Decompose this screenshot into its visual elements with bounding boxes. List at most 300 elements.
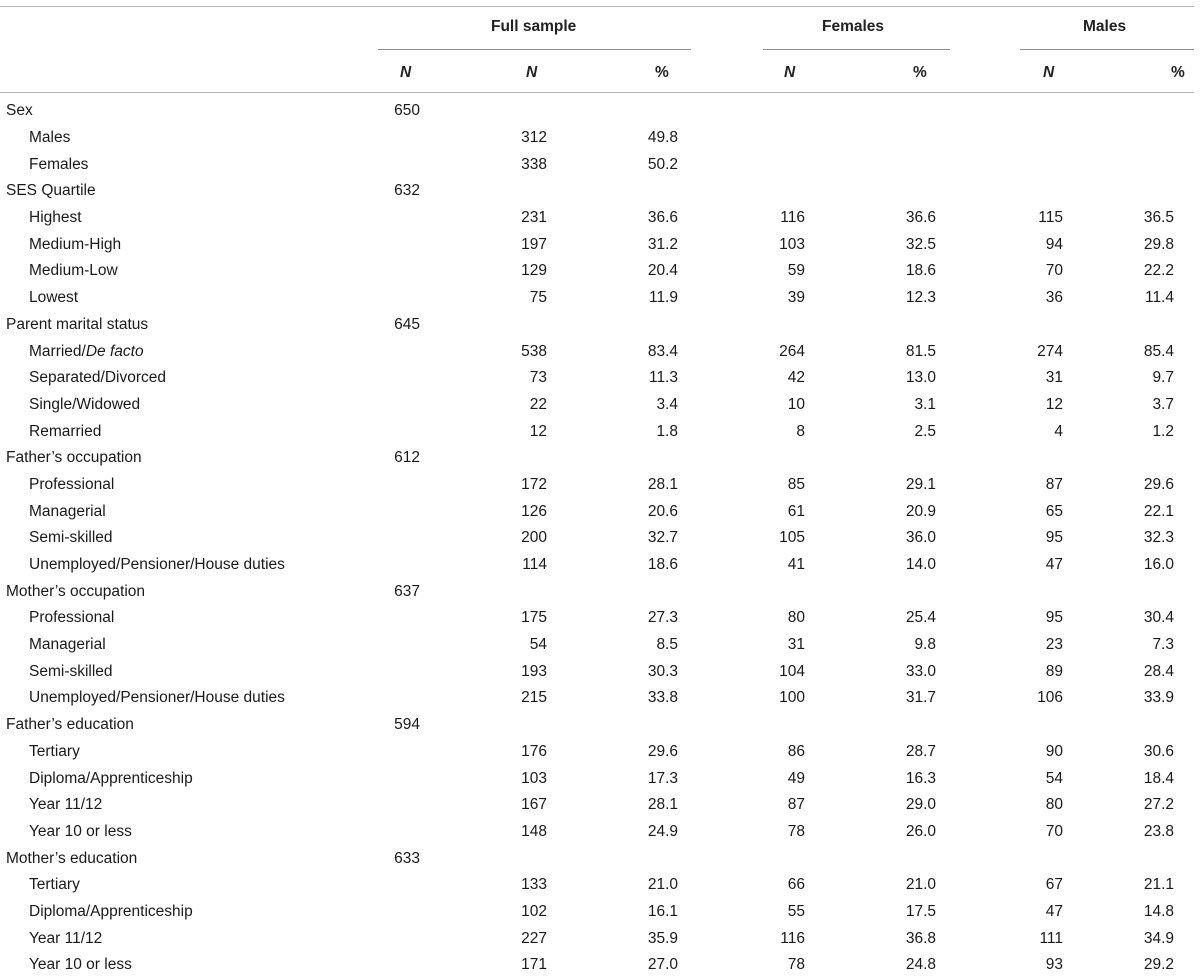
cell-f-pct: 20.9 [905,502,936,520]
cell-m-n: 47 [1045,556,1063,574]
row-label-text: Lowest [29,289,79,307]
cell-m-pct: 22.2 [1143,262,1174,280]
cell-full-n [420,178,547,205]
group-row [0,578,1174,605]
table-row [0,658,1174,685]
cell-f-pct: 2.5 [914,422,936,440]
cell-f-pct: 31.7 [905,689,936,707]
cell-m-pct [1063,151,1174,178]
cell-m-pct: 29.8 [1143,235,1174,253]
cell-m-pct: 9.7 [1152,369,1174,387]
group-row [0,712,1174,739]
cell-f-pct: 24.8 [905,956,936,974]
total-n-cell [380,151,420,178]
group-row [0,178,1174,205]
row-label [0,258,380,285]
cell-f-pct: 81.5 [905,342,936,360]
total-n-cell [380,658,420,685]
group-label [0,312,380,339]
cell-m-n: 70 [1045,822,1063,840]
cell-f-n: 31 [787,636,805,654]
row-label [0,739,380,766]
row-label-text: Parent marital status [6,315,149,333]
cell-f-pct: 33.0 [905,662,936,680]
cell-f-n: 87 [787,796,805,814]
group-label [0,845,380,872]
row-label [0,632,380,659]
total-n-cell [380,365,420,392]
total-n-cell: 633 [394,849,420,867]
total-n-cell [380,418,420,445]
cell-m-pct: 18.4 [1143,769,1174,787]
cell-full-pct [547,578,678,605]
cell-full-pct: 33.8 [647,689,678,707]
subheader-females-n: N [784,64,796,81]
cell-f-n: 59 [787,262,805,280]
total-n-cell [380,525,420,552]
cell-full-n: 175 [521,609,547,627]
cell-m-n [936,178,1063,205]
cell-m-n [936,845,1063,872]
row-label-text: Semi-skilled [29,529,113,547]
cell-m-n [936,151,1063,178]
cell-full-n [420,445,547,472]
row-label-text: Diploma/Apprenticeship [29,902,193,920]
cell-m-pct: 28.4 [1143,662,1174,680]
cell-f-pct [805,845,936,872]
cell-m-pct: 34.9 [1143,929,1174,947]
cell-full-n: 167 [521,796,547,814]
cell-f-pct [805,712,936,739]
row-label-text: SES Quartile [6,182,96,200]
total-n-cell [380,392,420,419]
cell-f-n: 80 [787,609,805,627]
cell-f-pct: 36.8 [905,929,936,947]
table-row [0,819,1174,846]
row-label [0,498,380,525]
cell-m-pct [1063,445,1174,472]
cell-full-pct: 27.0 [647,956,678,974]
cell-f-n: 42 [787,369,805,387]
row-label [0,872,380,899]
cell-f-n: 116 [780,929,805,947]
group-label [0,712,380,739]
cell-m-n: 115 [1038,209,1063,227]
cell-m-n: 95 [1045,609,1063,627]
table-row [0,605,1174,632]
total-n-cell: 594 [394,716,420,734]
males-rule [1020,49,1194,50]
cell-full-n: 102 [521,902,547,920]
subheader-females-pct: % [913,64,927,81]
table-row [0,685,1174,712]
cell-f-pct: 12.3 [905,289,936,307]
subheader-males-pct: % [1171,64,1185,81]
cell-full-n [420,98,547,125]
total-n-cell [380,819,420,846]
cell-m-n: 12 [1045,395,1063,413]
cell-f-n: 264 [779,342,805,360]
cell-f-pct: 3.1 [914,395,936,413]
cell-full-n [420,578,547,605]
cell-full-n: 22 [529,395,547,413]
cell-m-n: 80 [1045,796,1063,814]
cell-m-pct [1063,845,1174,872]
total-n-cell [380,952,420,979]
cell-f-pct [805,578,936,605]
total-n-cell: 650 [394,102,420,120]
cell-f-pct [805,98,936,125]
row-label [0,952,380,979]
table-row [0,632,1174,659]
cell-m-n: 67 [1045,876,1063,894]
row-label-text: Year 11/12 [29,796,103,814]
row-label-text: Medium-High [29,235,122,253]
row-label-text: Mother’s occupation [6,582,146,600]
cell-full-pct: 18.6 [647,556,678,574]
row-label-text: Diploma/Apprenticeship [29,769,193,787]
total-n-cell [380,605,420,632]
cell-f-n: 100 [779,689,805,707]
cell-full-pct: 3.4 [656,395,678,413]
cell-full-pct: 11.9 [648,289,678,307]
cell-full-n: 126 [521,502,547,520]
total-n-cell [380,205,420,232]
row-label-text: Managerial [29,636,106,654]
cell-m-n: 47 [1045,902,1063,920]
total-n-cell [380,899,420,926]
cell-full-n: 12 [529,422,547,440]
row-label [0,685,380,712]
row-label-text: Remarried [29,422,102,440]
cell-f-pct: 13.0 [905,369,936,387]
cell-f-n: 103 [779,235,805,253]
cell-m-pct: 32.3 [1143,529,1174,547]
cell-full-n: 312 [521,129,547,147]
cell-f-pct: 21.0 [905,876,936,894]
cell-full-n [420,712,547,739]
table-row [0,258,1174,285]
row-label [0,338,380,365]
row-label [0,765,380,792]
cell-m-n: 23 [1045,636,1063,654]
row-label [0,125,380,152]
cell-full-n: 171 [521,956,547,974]
row-label [0,658,380,685]
cell-f-n [678,98,805,125]
row-label-text: Year 10 or less [29,822,132,840]
total-n-cell [380,472,420,499]
row-label [0,899,380,926]
table-row [0,472,1174,499]
row-label [0,552,380,579]
total-n-cell [380,685,420,712]
row-label [0,392,380,419]
row-label-text: Tertiary [29,876,80,894]
total-n-cell [380,872,420,899]
table-row [0,925,1174,952]
cell-m-pct: 3.7 [1152,395,1174,413]
cell-f-n [678,845,805,872]
cell-full-n: 227 [521,929,547,947]
cell-m-n: 65 [1045,502,1063,520]
table-row [0,765,1174,792]
group-row [0,845,1174,872]
subheader-full-pct: % [655,64,669,81]
cell-full-n: 103 [521,769,547,787]
cell-full-pct: 1.8 [656,422,678,440]
cell-full-pct: 49.8 [647,129,678,147]
row-label-text: Semi-skilled [29,662,113,680]
cell-f-n: 41 [787,556,805,574]
cell-full-pct: 28.1 [647,475,678,493]
cell-f-pct [805,312,936,339]
cell-f-pct: 14.0 [905,556,936,574]
cell-m-pct: 1.2 [1152,422,1174,440]
group-label [0,445,380,472]
cell-m-n [936,578,1063,605]
subheader-males-n: N [1043,64,1055,81]
total-n-cell [380,285,420,312]
row-label-text: Married/ [29,342,86,360]
cell-m-pct [1063,312,1174,339]
total-n-cell: 645 [394,315,420,333]
cell-full-pct [547,712,678,739]
total-n-cell [380,792,420,819]
total-n-cell [380,765,420,792]
cell-m-pct: 11.4 [1144,289,1174,307]
cell-full-n: 172 [521,475,547,493]
cell-f-n [678,712,805,739]
cell-full-pct: 27.3 [647,609,678,627]
cell-m-n: 70 [1045,262,1063,280]
cell-f-n: 116 [780,209,805,227]
cell-f-pct: 36.6 [905,209,936,227]
row-label-text: Father’s education [6,716,134,734]
table-row [0,231,1174,258]
cell-f-n [678,578,805,605]
cell-m-n: 274 [1037,342,1063,360]
group-row [0,312,1174,339]
cell-f-n: 8 [796,422,805,440]
header-males: Males [1083,18,1127,35]
table-row [0,151,1174,178]
females-rule [763,49,950,50]
row-label-text: Sex [6,102,33,120]
row-label-text: Unemployed/Pensioner/House duties [29,689,285,707]
table-row [0,498,1174,525]
cell-m-n: 31 [1045,369,1063,387]
group-row [0,445,1174,472]
table-row [0,792,1174,819]
group-label [0,578,380,605]
table-row [0,365,1174,392]
row-label [0,525,380,552]
cell-f-pct: 26.0 [905,822,936,840]
cell-f-pct [805,125,936,152]
total-n-cell: 637 [394,582,420,600]
total-n-cell [380,552,420,579]
cell-full-pct: 35.9 [647,929,678,947]
cell-m-n: 89 [1045,662,1063,680]
cell-f-n: 66 [787,876,805,894]
cell-m-pct: 21.1 [1143,876,1174,894]
cell-full-n: 176 [521,742,547,760]
table-row [0,525,1174,552]
cell-f-n: 105 [779,529,805,547]
cell-full-pct: 16.1 [647,902,678,920]
cell-m-n [936,312,1063,339]
total-n-cell [380,231,420,258]
cell-full-n: 54 [529,636,547,654]
row-label [0,605,380,632]
cell-f-pct: 29.1 [905,475,936,493]
row-label-text: Year 10 or less [29,956,132,974]
row-label-text: Females [29,155,89,173]
cell-full-pct: 29.6 [647,742,678,760]
table-row [0,899,1174,926]
table-row [0,418,1174,445]
row-label [0,472,380,499]
cell-m-pct: 36.5 [1143,209,1174,227]
cell-full-n: 133 [521,876,547,894]
cell-f-n: 55 [787,902,805,920]
cell-f-n: 85 [787,475,805,493]
cell-m-pct: 85.4 [1143,342,1174,360]
table-row [0,338,1174,365]
cell-m-n: 95 [1045,529,1063,547]
row-label [0,819,380,846]
cell-full-pct [547,98,678,125]
table-row [0,285,1174,312]
cell-f-pct: 16.3 [905,769,936,787]
total-n-cell: 612 [394,449,420,467]
total-n-cell [380,632,420,659]
cell-m-pct [1063,578,1174,605]
cell-f-n: 10 [787,395,805,413]
cell-f-n: 49 [787,769,805,787]
cell-f-pct: 36.0 [905,529,936,547]
cell-m-pct: 23.8 [1143,822,1174,840]
cell-full-pct: 50.2 [647,155,678,173]
row-label [0,365,380,392]
cell-f-pct [805,445,936,472]
cell-f-pct [805,151,936,178]
cell-m-pct: 30.6 [1143,742,1174,760]
cell-full-pct: 17.3 [647,769,678,787]
cell-f-n [678,312,805,339]
row-label-text: Unemployed/Pensioner/House duties [29,556,285,574]
row-label-italic-text: De facto [85,342,144,360]
header-females: Females [822,18,885,35]
cell-m-n [936,98,1063,125]
demographics-table [0,98,1174,979]
cell-m-pct: 33.9 [1143,689,1174,707]
row-label [0,418,380,445]
row-label-text: Professional [29,475,115,493]
cell-full-pct: 83.4 [647,342,678,360]
cell-full-n: 338 [521,155,547,173]
cell-full-pct: 21.0 [647,876,678,894]
cell-m-pct: 29.2 [1143,956,1174,974]
table-row [0,952,1174,979]
cell-f-n [678,445,805,472]
full-sample-rule [378,49,691,50]
cell-m-pct: 30.4 [1143,609,1174,627]
total-n-cell: 632 [394,182,420,200]
cell-m-n: 87 [1045,475,1063,493]
cell-m-pct: 14.8 [1143,902,1174,920]
row-label [0,205,380,232]
cell-f-pct: 32.5 [905,235,936,253]
cell-f-n: 78 [787,956,805,974]
total-n-cell [380,739,420,766]
total-n-cell [380,925,420,952]
cell-f-pct: 18.6 [905,262,936,280]
row-label-text: Mother’s education [6,849,138,867]
group-label [0,178,380,205]
subheader-n-total: N [400,64,412,81]
cell-full-pct: 8.5 [656,636,678,654]
cell-f-n [678,151,805,178]
table-row [0,552,1174,579]
table-top-rule [0,6,1194,7]
header-bottom-rule [0,92,1194,93]
cell-m-n [936,445,1063,472]
cell-full-n: 193 [521,662,547,680]
total-n-cell [380,258,420,285]
row-label-text: Single/Widowed [29,395,141,413]
cell-m-pct: 22.1 [1143,502,1174,520]
total-n-cell [380,498,420,525]
cell-f-n: 78 [787,822,805,840]
cell-m-pct: 27.2 [1143,796,1174,814]
row-label-text: Year 11/12 [29,929,103,947]
cell-m-n: 106 [1037,689,1063,707]
cell-f-pct: 9.8 [914,636,936,654]
header-full-sample: Full sample [491,18,577,35]
cell-full-n: 215 [521,689,547,707]
cell-full-pct: 20.6 [647,502,678,520]
cell-f-n: 104 [779,662,805,680]
cell-f-pct: 29.0 [905,796,936,814]
table-row [0,872,1174,899]
cell-m-pct: 29.6 [1143,475,1174,493]
row-label [0,925,380,952]
cell-full-pct: 11.3 [648,369,678,387]
table-row [0,739,1174,766]
cell-full-n: 73 [529,369,547,387]
cell-m-n: 90 [1045,742,1063,760]
cell-f-pct: 28.7 [905,742,936,760]
cell-full-n: 129 [521,262,547,280]
row-label [0,792,380,819]
cell-full-n: 538 [521,342,547,360]
table-row [0,205,1174,232]
cell-full-pct: 31.2 [647,235,678,253]
cell-f-pct [805,178,936,205]
row-label-text: Separated/Divorced [29,369,166,387]
cell-full-n: 114 [522,556,547,574]
total-n-cell [380,338,420,365]
row-label-text: Tertiary [29,742,80,760]
cell-m-pct [1063,125,1174,152]
cell-m-pct: 7.3 [1152,636,1174,654]
row-label-text: Professional [29,609,115,627]
cell-full-n: 200 [521,529,547,547]
cell-full-pct: 30.3 [647,662,678,680]
cell-m-pct: 16.0 [1143,556,1174,574]
